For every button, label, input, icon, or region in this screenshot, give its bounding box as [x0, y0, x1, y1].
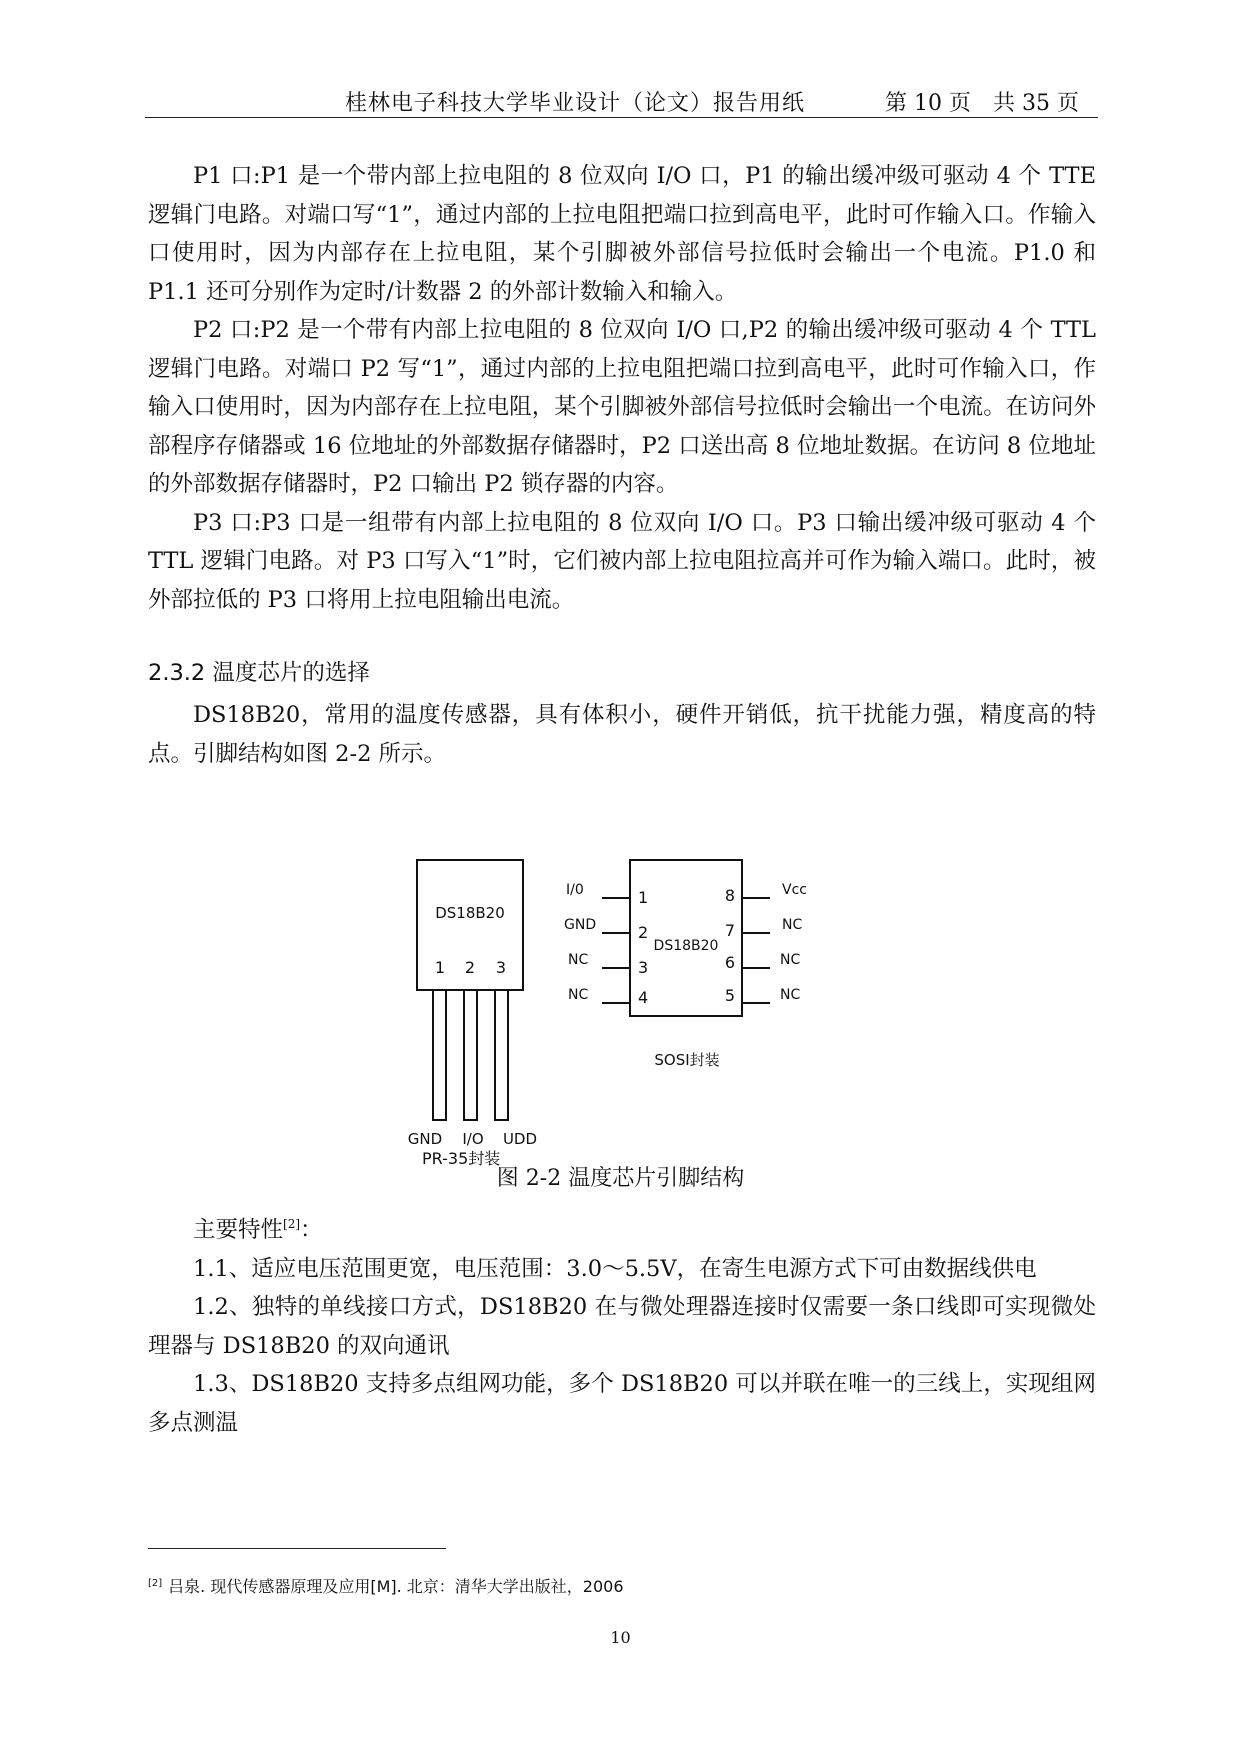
features-heading	[148, 1205, 1096, 1250]
header-page-info: 第 10 页 共 35 页	[885, 91, 1079, 116]
footnote	[148, 1574, 624, 1597]
soic-left-pin-name: NC	[568, 987, 589, 1003]
port-paragraphs	[148, 157, 1096, 619]
footnote-divider	[148, 1548, 446, 1549]
soic-right-pin-number: 8	[724, 886, 735, 905]
soic-right-pin-number: 7	[724, 921, 735, 940]
pin-diagram	[390, 840, 850, 1160]
soic-right-pin-number: 5	[724, 986, 735, 1005]
paragraph-p1: P1 口:P1 是一个带内部上拉电阻的 8 位双向 I/O 口，P1 的输出缓冲级可驱动 4 个 TTE 逻辑门电路。对端口写“1”，通过内部的上拉电阻把端口拉到高电平，此时可作输入口。作输入口使用时，因为内部存在上拉电阻，某个引脚被外部信号拉低时会输出一个电流。P1.0 和 P1.1 还可分别作为定时/计数器 2 的外部计数输入和输入。	[148, 163, 1096, 305]
soic-left-pin-number: 2	[638, 923, 649, 942]
to92-package-label: PR-35封装	[422, 1149, 501, 1168]
page-number: 10	[610, 1628, 631, 1647]
to92-pin-name: UDD	[502, 1130, 538, 1148]
figure-caption: 图 2-2 温度芯片引脚结构	[496, 1166, 745, 1191]
features-block	[148, 1205, 1096, 1442]
header-title: 桂林电子科技大学毕业设计（论文）报告用纸	[345, 91, 806, 116]
header-divider	[145, 117, 1098, 118]
to92-lead	[433, 990, 446, 1120]
soic-right-pin-name: Vcc	[782, 882, 807, 898]
feature-item: 1.1、适应电压范围更宽，电压范围：3.0～5.5V，在寄生电源方式下可由数据线供电	[193, 1255, 1037, 1282]
footnote-text: 吕泉. 现代传感器原理及应用[M]. 北京：清华大学出版社，2006	[168, 1577, 624, 1596]
soic-left-pin-number: 3	[638, 958, 649, 977]
to92-chip-label: DS18B20	[435, 904, 505, 922]
to92-lead	[495, 990, 508, 1120]
soic-left-pin-number: 1	[638, 888, 649, 907]
citation-ref: [2]	[283, 1217, 301, 1231]
soic-chip-label: DS18B20	[653, 938, 719, 954]
soic-right-pin-name: NC	[780, 987, 801, 1003]
soic-right-pin-number: 6	[724, 953, 735, 972]
to92-package	[408, 860, 537, 1148]
soic-left-pin-name: I/0	[566, 882, 584, 898]
intro-block	[148, 696, 1096, 773]
soic-package-label: SOSI封装	[654, 1051, 720, 1069]
to92-pin-number: 1	[434, 958, 446, 977]
features-heading-suffix: ：	[300, 1217, 323, 1243]
soic-left-pin-number: 4	[638, 988, 649, 1007]
to92-pin-number: 3	[495, 958, 507, 977]
to92-pin-name: I/O	[462, 1130, 484, 1148]
soic-right-pin-name: NC	[782, 917, 803, 933]
to92-pin-number: 2	[464, 958, 476, 977]
paragraph-p3: P3 口:P3 口是一组带有内部上拉电阻的 8 位双向 I/O 口。P3 口输出缓冲级可驱动 4 个 TTL 逻辑门电路。对 P3 口写入“1”时，它们被内部上拉电阻拉高并可作为输入端口。此时，被外部拉低的 P3 口将用上拉电阻输出电流。	[148, 509, 1096, 613]
feature-item: 1.3、DS18B20 支持多点组网功能，多个 DS18B20 可以并联在唯一的三线上，实现组网多点测温	[148, 1371, 1096, 1436]
intro-paragraph: DS18B20，常用的温度传感器，具有体积小，硬件开销低，抗干扰能力强，精度高的特点。引脚结构如图 2-2 所示。	[148, 702, 1096, 767]
soic-package	[564, 860, 807, 1069]
paragraph-p2: P2 口:P2 是一个带有内部上拉电阻的 8 位双向 I/O 口,P2 的输出缓冲级可驱动 4 个 TTL 逻辑门电路。对端口 P2 写“1”，通过内部的上拉电阻把端口拉到高电平，此时可作输入口，作输入口使用时，因为内部存在上拉电阻，某个引脚被外部信号拉低时会输出一个电流。在访问外部程序存储器或 16 位地址的外部数据存储器时，P2 口送出高 8 位地址数据。在访问 8 位地址的外部数据存储器时，P2 口输出 P2 锁存器的内容。	[148, 317, 1096, 497]
soic-left-pin-name: NC	[568, 952, 589, 968]
to92-pin-name: GND	[407, 1130, 443, 1148]
soic-right-pin-name: NC	[780, 952, 801, 968]
feature-item: 1.2、独特的单线接口方式，DS18B20 在与微处理器连接时仅需要一条口线即可实现微处理器与 DS18B20 的双向通讯	[148, 1294, 1096, 1359]
footnote-mark: [2]	[148, 1578, 163, 1589]
features-heading-text: 主要特性	[193, 1217, 284, 1243]
to92-lead	[464, 990, 477, 1120]
section-heading: 2.3.2 温度芯片的选择	[148, 660, 370, 686]
soic-left-pin-name: GND	[564, 917, 597, 933]
